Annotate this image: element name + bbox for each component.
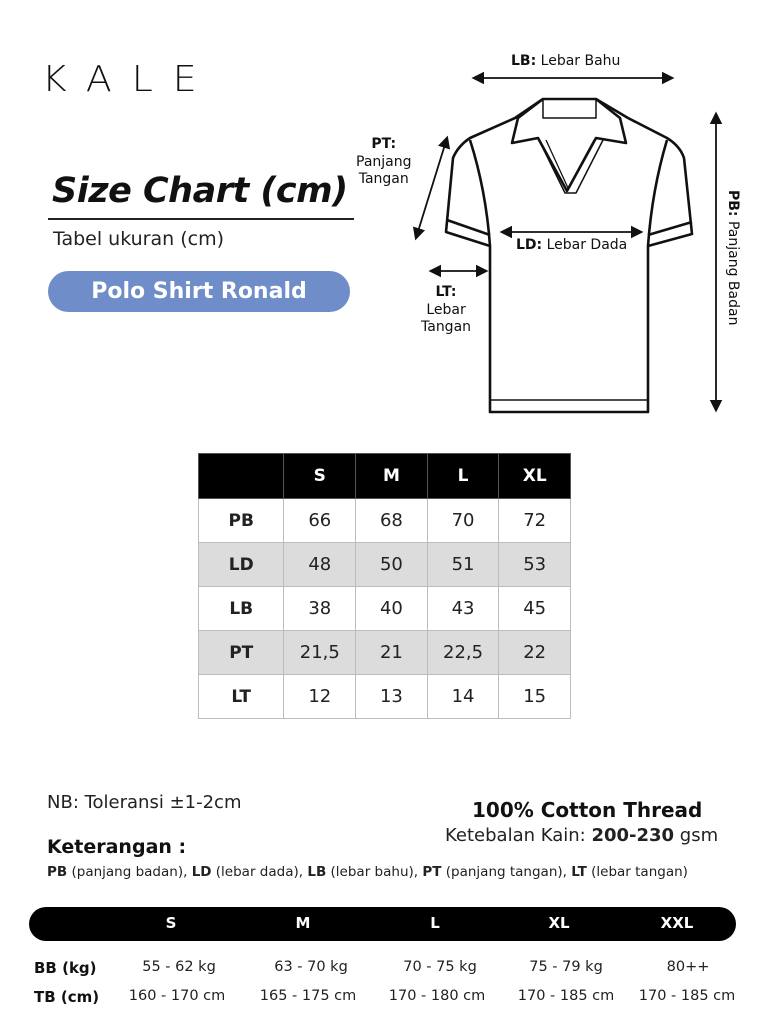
table-cell: 13 bbox=[356, 675, 428, 719]
row-label: LT bbox=[199, 675, 284, 719]
fit-guide-header bbox=[29, 907, 736, 941]
table-cell: 21,5 bbox=[284, 631, 356, 675]
fabric-weight: Ketebalan Kain: 200-230 gsm bbox=[445, 825, 719, 846]
row-label: PT bbox=[199, 631, 284, 675]
table-cell: 50 bbox=[356, 543, 428, 587]
fit-cell: 75 - 79 kg bbox=[529, 959, 603, 975]
page-subtitle: Tabel ukuran (cm) bbox=[53, 228, 224, 250]
fit-size-label: XL bbox=[548, 914, 570, 932]
fit-cell: 170 - 185 cm bbox=[638, 988, 736, 1004]
table-cell: 66 bbox=[284, 499, 356, 543]
table-row bbox=[199, 675, 571, 719]
fit-size-label: L bbox=[430, 914, 440, 932]
fit-cell: 80++ bbox=[666, 959, 710, 975]
table-cell: 40 bbox=[356, 587, 428, 631]
table-cell: 22 bbox=[499, 631, 571, 675]
table-cell: 15 bbox=[499, 675, 571, 719]
table-cell: 12 bbox=[284, 675, 356, 719]
table-cell: 48 bbox=[284, 543, 356, 587]
row-label: LB bbox=[199, 587, 284, 631]
table-cell: 45 bbox=[499, 587, 571, 631]
fit-row-label: BB (kg) bbox=[34, 959, 97, 977]
table-cell: 68 bbox=[356, 499, 428, 543]
table-header-cell: L bbox=[427, 454, 499, 499]
product-name-badge: Polo Shirt Ronald bbox=[48, 271, 350, 312]
table-cell: 70 bbox=[427, 499, 499, 543]
page-title: Size Chart (cm) bbox=[52, 171, 348, 211]
table-cell: 72 bbox=[499, 499, 571, 543]
table-cell: 14 bbox=[427, 675, 499, 719]
label-lebar-tangan: LT: Lebar Tangan bbox=[421, 284, 472, 335]
fit-cell: 170 - 185 cm bbox=[517, 988, 615, 1004]
brand-logo: KALE bbox=[41, 59, 217, 100]
legend-title: Keterangan : bbox=[47, 836, 187, 858]
legend-text: PB (panjang badan), LD (lebar dada), LB (lebar bahu), PT (panjang tangan), LT (lebar tangan) bbox=[47, 864, 688, 880]
table-cell: 38 bbox=[284, 587, 356, 631]
table-header-cell: M bbox=[356, 454, 428, 499]
table-header-cell: XL bbox=[499, 454, 571, 499]
fit-size-label: XXL bbox=[660, 914, 694, 932]
fit-cell: 165 - 175 cm bbox=[259, 988, 357, 1004]
table-cell: 53 bbox=[499, 543, 571, 587]
material-label: 100% Cotton Thread bbox=[472, 798, 703, 822]
label-panjang-badan: PB: Panjang Badan bbox=[725, 190, 741, 326]
table-row bbox=[199, 631, 571, 675]
fit-cell: 170 - 180 cm bbox=[388, 988, 486, 1004]
label-lebar-dada: LD: Lebar Dada bbox=[516, 237, 628, 253]
table-header-cell: S bbox=[284, 454, 356, 499]
fit-cell: 70 - 75 kg bbox=[403, 959, 477, 975]
size-chart-table bbox=[198, 453, 571, 719]
title-divider bbox=[48, 218, 354, 220]
table-cell: 51 bbox=[427, 543, 499, 587]
tolerance-note: NB: Toleransi ±1-2cm bbox=[47, 792, 242, 813]
fit-size-label: S bbox=[165, 914, 177, 932]
label-lebar-bahu: LB: Lebar Bahu bbox=[511, 53, 621, 69]
table-header-row bbox=[199, 454, 571, 499]
table-header-cell bbox=[199, 454, 284, 499]
label-panjang-tangan: PT: Panjang Tangan bbox=[356, 136, 412, 187]
table-row bbox=[199, 499, 571, 543]
table-cell: 21 bbox=[356, 631, 428, 675]
shirt-measurement-diagram bbox=[350, 40, 760, 420]
table-cell: 43 bbox=[427, 587, 499, 631]
table-cell: 22,5 bbox=[427, 631, 499, 675]
table-row bbox=[199, 543, 571, 587]
table-row bbox=[199, 587, 571, 631]
fit-row-label: TB (cm) bbox=[34, 988, 100, 1006]
fit-cell: 160 - 170 cm bbox=[128, 988, 226, 1004]
fit-cell: 55 - 62 kg bbox=[142, 959, 216, 975]
fit-size-label: M bbox=[295, 914, 311, 932]
row-label: PB bbox=[199, 499, 284, 543]
row-label: LD bbox=[199, 543, 284, 587]
fit-cell: 63 - 70 kg bbox=[274, 959, 348, 975]
